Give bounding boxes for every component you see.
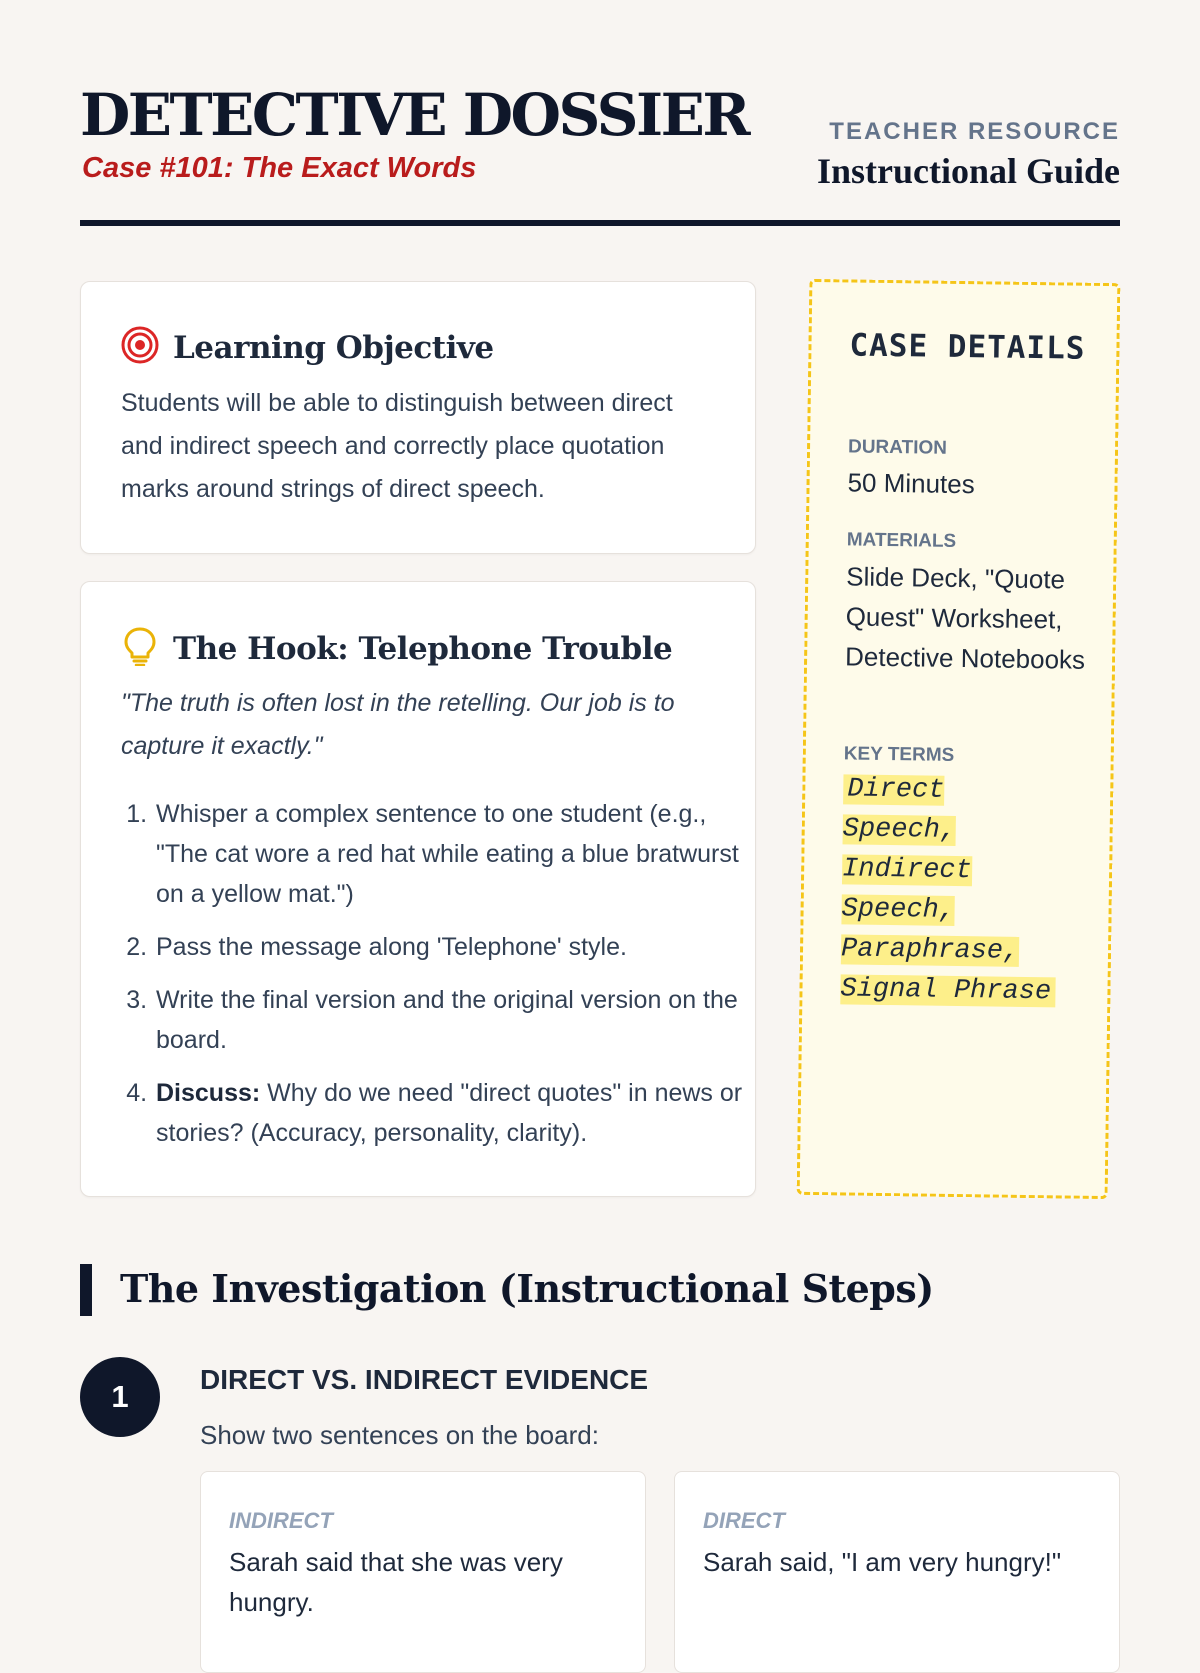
learning-objective-card bbox=[80, 281, 756, 554]
indirect-label: INDIRECT bbox=[229, 1508, 333, 1533]
section-accent-bar bbox=[80, 1264, 92, 1316]
step-text: Why do we need "direct quotes" in news or stories? (Accuracy, personality, clarity). bbox=[156, 1079, 743, 1147]
case-details-title: CASE DETAILS bbox=[849, 327, 1086, 367]
indirect-text: Sarah said that she was very hungry. bbox=[229, 1547, 563, 1617]
duration-label: DURATION bbox=[847, 436, 948, 459]
target-icon bbox=[121, 326, 159, 369]
header-divider bbox=[80, 220, 1120, 226]
step-title: DIRECT VS. INDIRECT EVIDENCE bbox=[200, 1364, 649, 1395]
hook-heading bbox=[121, 626, 672, 671]
objective-text: Students will be able to distinguish between direct and indirect speech and correctly place quotation marks around strings of direct speech. bbox=[121, 389, 673, 503]
lightbulb-icon bbox=[121, 626, 159, 671]
hook-quote: "The truth is often lost in the retelling. Our job is to capture it exactly." bbox=[121, 689, 675, 760]
case-subtitle: Case #101: The Exact Words bbox=[82, 152, 477, 184]
step-text: Whisper a complex sentence to one student (e.g., "The cat wore a red hat while eating a blue bratwurst on a yellow mat.") bbox=[156, 800, 739, 908]
step-description: Show two sentences on the board: bbox=[200, 1420, 599, 1450]
case-details-panel bbox=[797, 279, 1121, 1199]
materials-value: Slide Deck, "Quote Quest" Worksheet, Detective Notebooks bbox=[844, 561, 1086, 675]
step-text: Pass the message along 'Telephone' style. bbox=[156, 933, 627, 961]
list-item bbox=[154, 794, 754, 914]
indirect-example-card bbox=[200, 1471, 646, 1673]
hook-card bbox=[80, 581, 756, 1197]
hook-title: The Hook: Telephone Trouble bbox=[173, 630, 673, 667]
direct-text: Sarah said, "I am very hungry!" bbox=[703, 1547, 1062, 1577]
dossier-header bbox=[80, 80, 1120, 226]
duration-value: 50 Minutes bbox=[847, 467, 975, 500]
key-terms-highlight: Direct Speech, Indirect Speech, Paraphrase, Signal Phrase bbox=[840, 774, 1055, 1007]
direct-example-card bbox=[674, 1471, 1120, 1673]
page-title: DETECTIVE DOSSIER bbox=[80, 81, 749, 149]
resource-title: Instructional Guide bbox=[816, 151, 1120, 191]
step-text: Write the final version and the original version on the board. bbox=[156, 986, 738, 1054]
direct-label: DIRECT bbox=[703, 1508, 785, 1533]
investigation-title: The Investigation (Instructional Steps) bbox=[120, 1266, 934, 1311]
materials-label: MATERIALS bbox=[846, 529, 957, 552]
list-item bbox=[154, 1073, 754, 1153]
objective-heading bbox=[121, 326, 494, 369]
page bbox=[80, 0, 1120, 1617]
step-number-badge: 1 bbox=[80, 1357, 160, 1437]
hook-steps bbox=[121, 794, 754, 1166]
key-terms-label: KEY TERMS bbox=[843, 743, 955, 766]
key-terms-list bbox=[840, 769, 1073, 1012]
objective-title: Learning Objective bbox=[173, 329, 494, 366]
step-bold-label: Discuss: bbox=[156, 1079, 261, 1107]
resource-label: TEACHER RESOURCE bbox=[829, 118, 1120, 145]
list-item bbox=[154, 980, 754, 1060]
list-item bbox=[154, 927, 754, 967]
